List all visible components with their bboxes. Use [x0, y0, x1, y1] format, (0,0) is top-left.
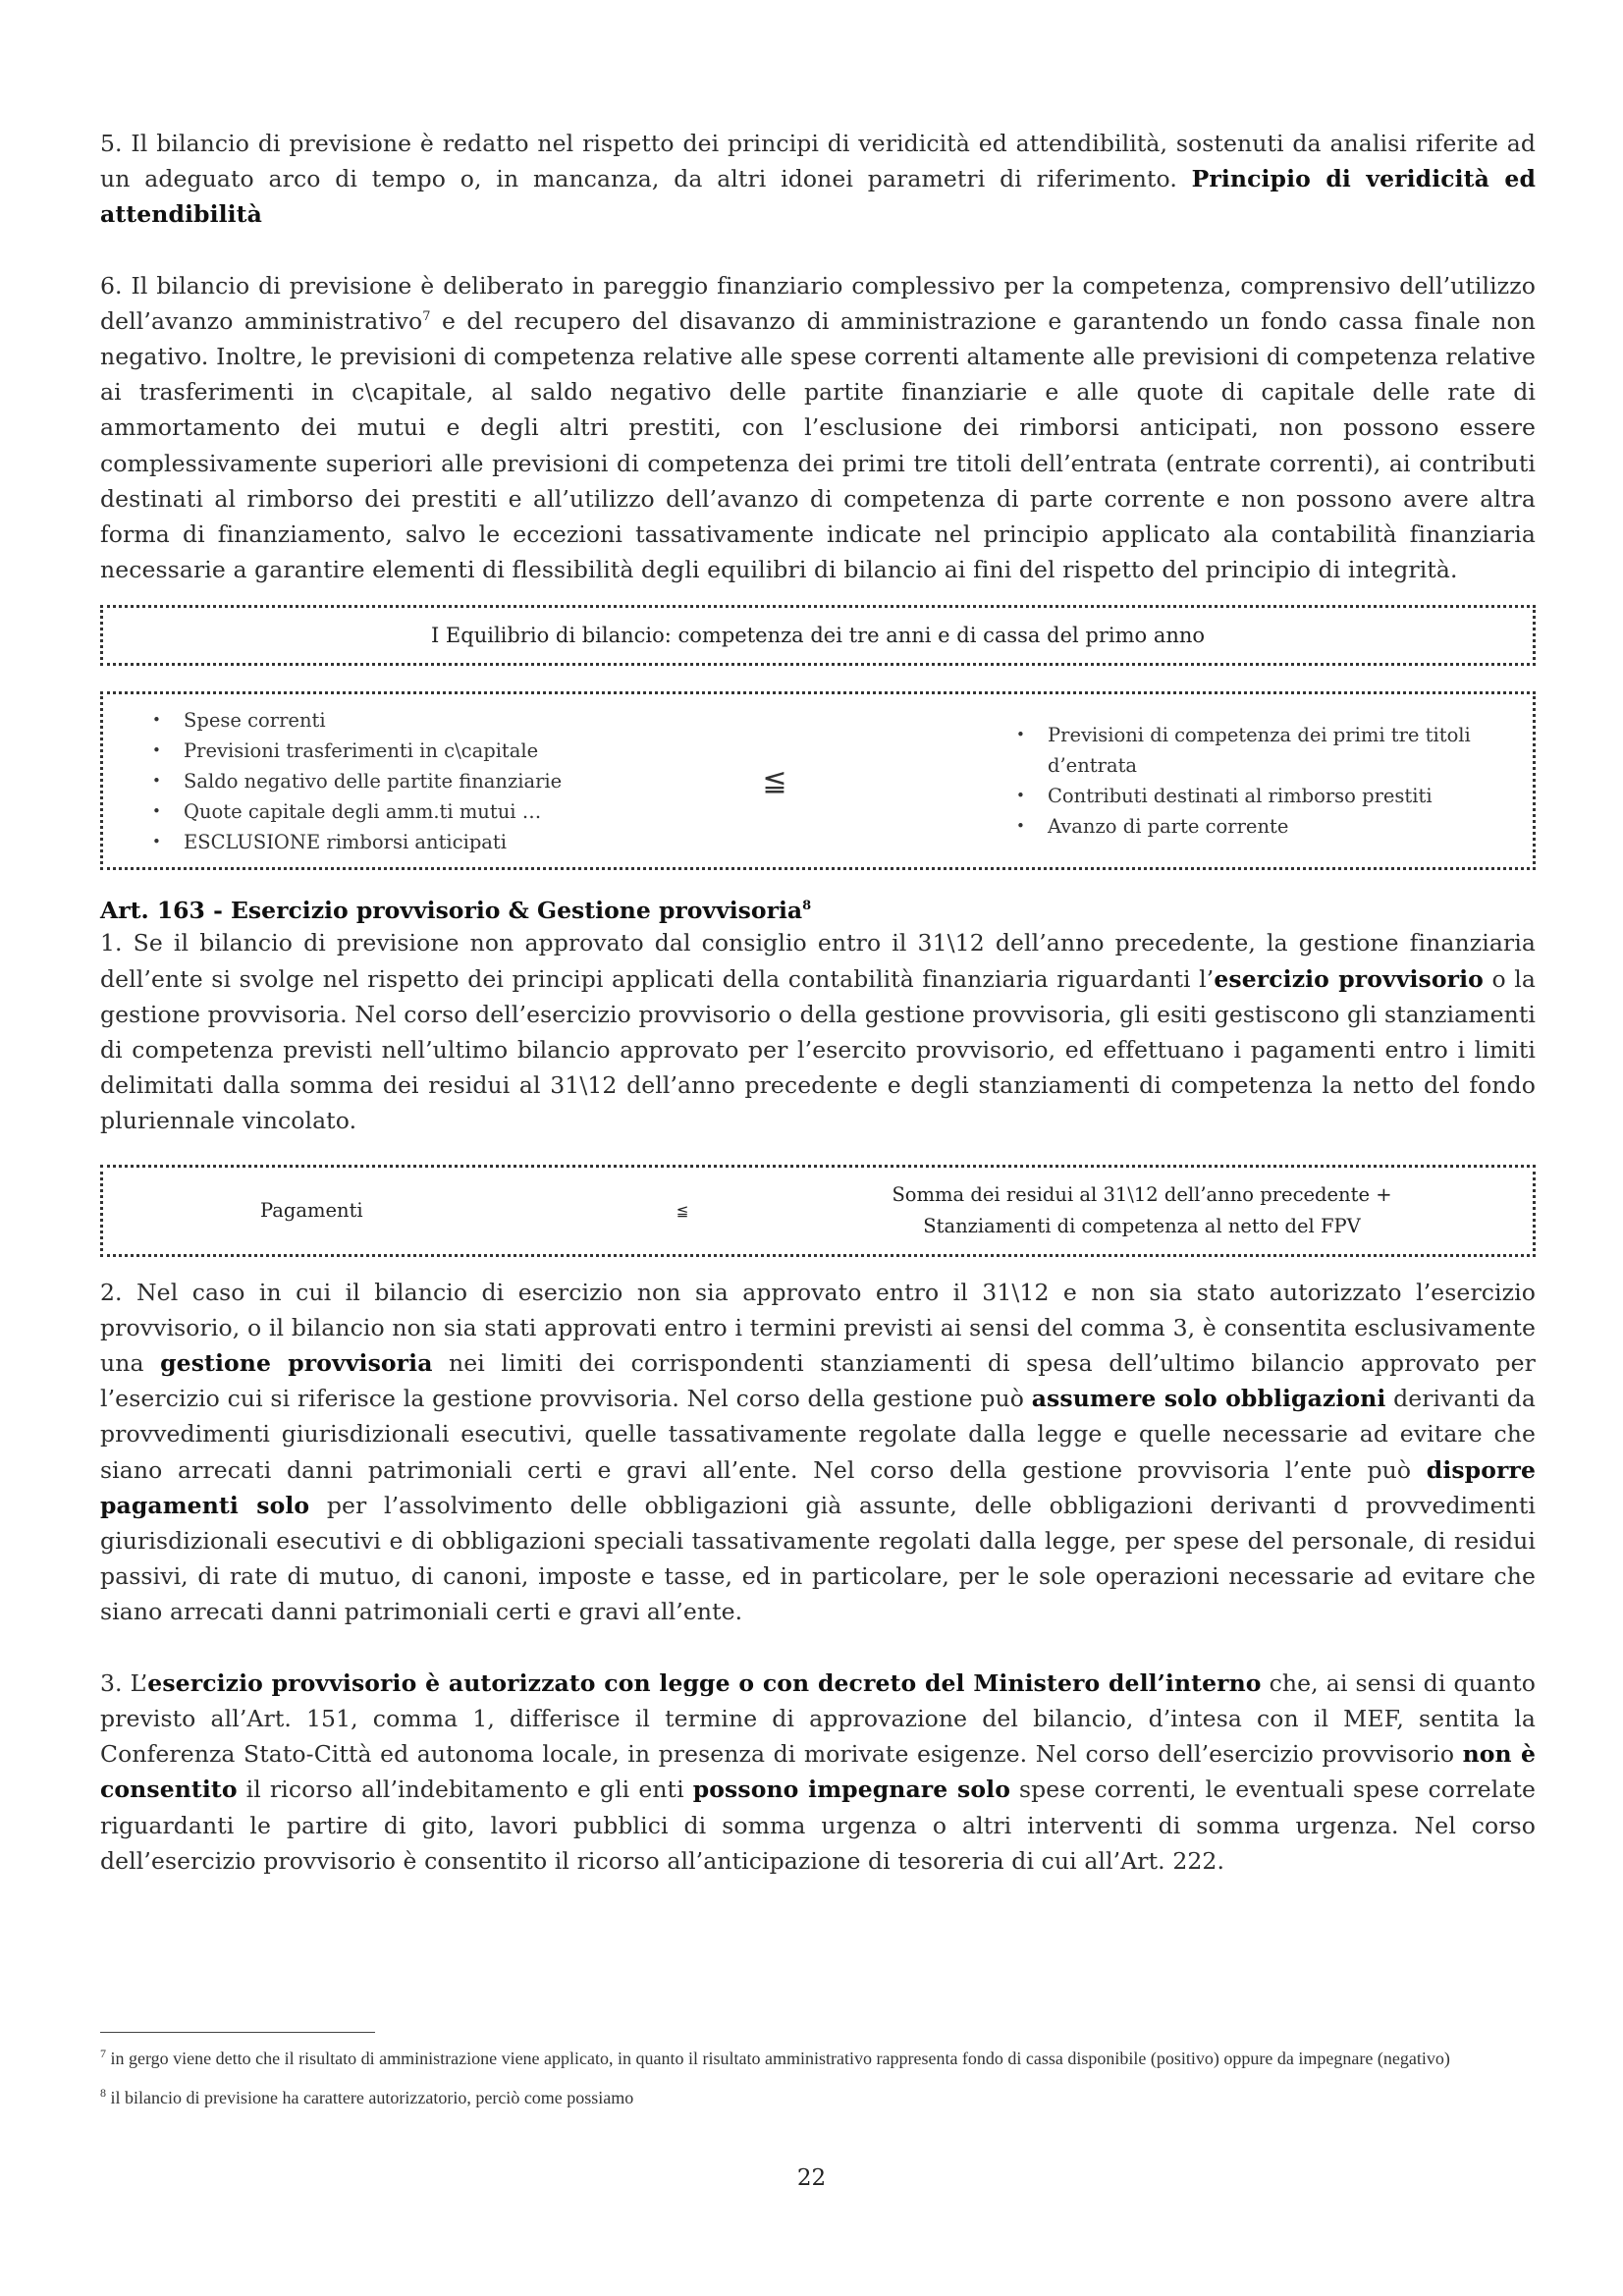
list-item: • Previsioni di competenza dei primi tre titoli d’entrata: [1010, 720, 1521, 781]
pagamenti-box: [100, 1165, 1536, 1257]
footnote-ref-8: 8: [802, 899, 812, 914]
footnote-8: $^8$ il bilancio di previsione ha carattere autorizzatorio, perciò come possiamo: [100, 2086, 634, 2107]
equilibrio-box: [100, 691, 1536, 870]
paragraph-art163-3: 3. L’esercizio provvisorio è autorizzato con legge o con decreto del Ministero dell’interno che, ai sensi di quanto previsto all’Art. 151, comma 1, differisce il termine di approvazione del bilancio, d’intesa con il MEF, sentita la Conferenza Stato-Città ed autonoma locale, in presenza di morivate esigenze. Nel corso dell’esercizio provvisorio non è consentito il ricorso all’indebitamento e gli enti possono impegnare solo spese correnti, le eventuali spese correlate riguardanti le partire di gito, lavori pubblici di somma urgenza o altri interventi di somma urgenza. Nel corso dell’esercizio provvisorio è consentito il ricorso all’anticipazione di tesoreria di cui all’Art. 222.: [100, 1668, 1537, 1875]
list-item: • Spese correnti: [146, 705, 696, 736]
list-item: • Saldo negativo delle partite finanziarie: [146, 766, 696, 796]
paragraph-art163-1: 1. Se il bilancio di previsione non approvato dal consiglio entro il 31\12 dell’anno precedente, la gestione finanziaria dell’ente si svolge nel rispetto dei principi applicati della contabilità finanziaria riguardanti l’esercizio provvisorio o la gestione provvisoria. Nel corso dell’esercizio provvisorio o della gestione provvisoria, gli esiti gestiscono gli stanziamenti di competenza previsti nell’ultimo bilancio approvato per l’esercito provvisorio, ed effettuano i pagamenti entro i limiti delimitati dalla somma dei residui al 31\12 dell’anno precedente e degli stanziamenti di competenza la netto del fondo pluriennale vincolato.: [100, 929, 1536, 1135]
paragraph-5: 5. Il bilancio di previsione è redatto nel rispetto dei principi di veridicità ed attendibilità, sostenuti da analisi riferite ad un adeguato arco di tempo o, in mancanza, da altri idonei parametri di riferimento. Principio di veridicità ed attendibilità: [100, 130, 1536, 229]
equilibrio-right: [853, 720, 1521, 842]
paragraph-5-bold: Principio di veridicità ed attendibilità: [100, 165, 1536, 229]
list-item: • Contributi destinati al rimborso prestiti: [1010, 781, 1521, 811]
less-equal-symbol: ≦: [762, 763, 787, 798]
page-number: 22: [796, 2165, 827, 2191]
less-equal-symbol: ≦: [676, 1201, 689, 1220]
footnote-divider: [100, 2032, 375, 2033]
equilibrio-title: I Equilibrio di bilancio: competenza dei tre anni e di cassa del primo anno: [430, 624, 1206, 648]
equilibrio-title-box: [100, 605, 1536, 666]
footnote-ref-7: 7: [422, 308, 431, 324]
footnotes: [100, 2043, 1536, 2121]
list-item: • Previsioni trasferimenti in c\capitale: [146, 736, 696, 766]
pagamenti-limit: Somma dei residui al 31\12 dell’anno precedente + Stanziamenti di competenza al netto del FPV: [892, 1182, 1392, 1237]
page-content: [100, 126, 1536, 1879]
list-item: • Quote capitale degli amm.ti mutui …: [146, 796, 696, 827]
paragraph-6: 6. Il bilancio di previsione è deliberato in pareggio finanziario complessivo per la competenza, comprensivo dell’utilizzo dell’avanzo amministrativo$^7$ e del recupero del disavanzo di amministrazione e garantendo un fondo cassa finale non negativo. Inoltre, le previsioni di competenza relative alle spese correnti altamente alle previsioni di competenza relative ai trasferimenti in c\capitale, al saldo negativo delle partite finanziarie e alle quote di capitale delle rate di ammortamento dei mutui e degli altri prestiti, con l’esclusione dei rimborsi anticipati, non possono essere complessivamente superiori alle previsioni di competenza dei primi tre titoli dell’entrata (entrate correnti), ai contributi destinati al rimborso dei prestiti e all’utilizzo dell’avanzo di competenza di parte corrente e non possono avere altra forma di finanziamento, salvo le eccezioni tassativamente indicate nel principio applicato ala contabilità finanziaria necessarie a garantire elementi di flessibilità degli equilibri di bilancio ai fini del rispetto del principio di integrità.: [100, 271, 1537, 584]
section-heading-art163: Art. 163 - Esercizio provvisorio & Gestione provvisoria$^8$: [100, 897, 812, 925]
footnote-7: $^7$ in gergo viene detto che il risultato di amministrazione viene applicato, in quanto il risultato amministrativo rappresenta fondo di cassa disponibile (positivo) oppure da impegnare (negativo): [100, 2047, 1450, 2068]
list-item: • ESCLUSIONE rimborsi anticipati: [146, 827, 696, 857]
list-item: • Avanzo di parte corrente: [1010, 811, 1521, 842]
paragraph-art163-2: 2. Nel caso in cui il bilancio di esercizio non sia approvato entro il 31\12 e non sia stato autorizzato l’esercizio provvisorio, o il bilancio non sia stati approvati entro i termini previsti ai sensi del comma 3, è consentita esclusivamente una gestione provvisoria nei limiti dei corrispondenti stanziamenti di spesa dell’ultimo bilancio approvato per l’esercizio cui si riferisce la gestione provvisoria. Nel corso della gestione può assumere solo obbligazioni derivanti da provvedimenti giurisdizionali esecutivi, quelle tassativamente regolate dalla legge e quelle necessarie ad evitare che siano arrecati danni patrimoniali certi e gravi all’ente. Nel corso della gestione provvisoria l’ente può disporre pagamenti solo per l’assolvimento delle obbligazioni già assunte, delle obbligazioni derivanti d provvedimenti giurisdizionali esecutivi e di obbligazioni speciali tassativamente regolati dalla legge, per spese del personale, di residui passivi, di rate di mutuo, di canoni, imposte e tasse, ed in particolare, per le sole operazioni necessarie ad evitare che siano arrecati danni patrimoniali certi e gravi all’ente.: [100, 1278, 1537, 1626]
equilibrio-left: [103, 705, 696, 857]
pagamenti-label: Pagamenti: [260, 1198, 363, 1222]
